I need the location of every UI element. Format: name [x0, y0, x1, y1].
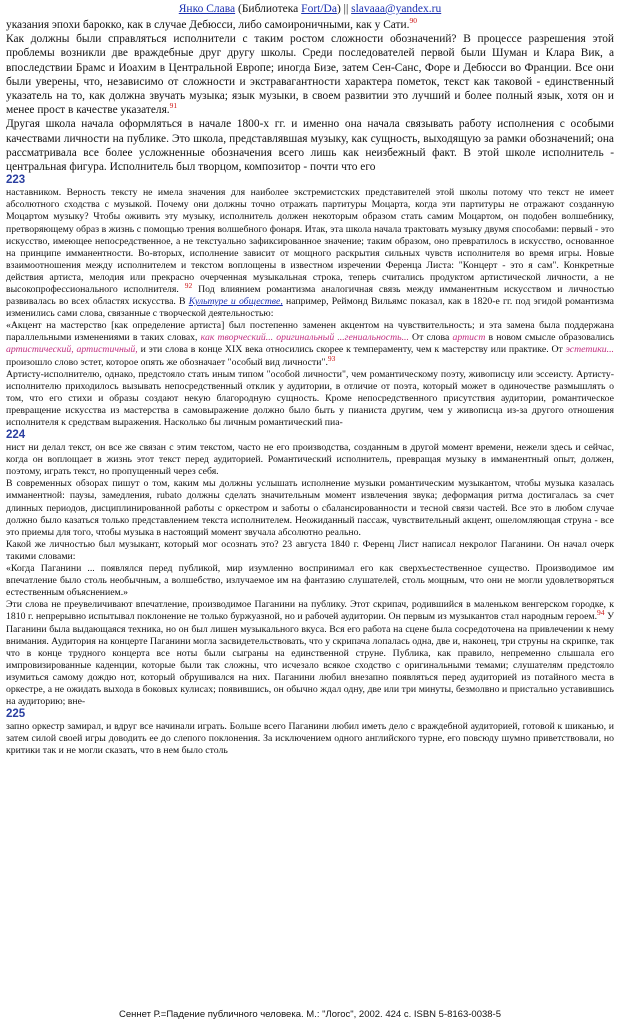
quote: «Когда Паганини ... появлялся перед публикой, мир изумленно воспринимал его как сверхъестественное существо. Производимое им впечатление было столь необычным, а волшебство, излучаемое им на фантазию слушателей, столь мощным, что они не могли удовлетворяться естественным объяснением.»	[6, 563, 614, 599]
page-number: 223	[6, 174, 26, 187]
paragraph: Другая школа начала оформляться в начале 1800-х гг. и именно она начала связывать работу исполнения с особыми качествами личности на публике. Это школа, представлявшая музыку, как сущность, выходящую за рамки обозначений; она рассматривала все более усложненные обозначения всего лишь как неизбежный факт. В этой школе исполнитель - центральная фигура. Исполнитель был творцом, композитор - почти что его	[6, 118, 614, 174]
paragraph: Эти слова не преувеличивают впечатление, производимое Паганини на публику. Этот скрипач, родившийся в маленьком венгерском городке, к 1810 г. непрерывно испытывал поклонение не только буржуазной, но и рабочей аудитории. Он первым из музыкантов стал народным героем.$^{94}$ У Паганини была выдающаяся техника, но он был лишен музыкального вкуса. Вся его работа на сцене была сосредоточена на привлечении к нему внимания. Аудитория на концерте Паганини могла засвидетельствовать, что у скрипача лопалась одна, две и, наконец, три струны на скрипке, так что в конце трудного концерта все ноты были сыграны на единственной струне. Публика, как правило, непременно слышала его импровизированные каденции, которые были так сложны, что исчезало всякое сходство с оригинальными темами; слушателям предстояло изумиться самому дождю нот, который обрушивался на них. Паганини любил внезапно появляться перед аудиторией из потайного места в оркестре, а не ожидать выхода в боковых кулисах; появившись, он обычно ждал одну, две или три минуты, безмолвно и пристально уставившись на аудиторию; вне-	[6, 599, 614, 708]
page-content	[6, 18, 614, 757]
paragraph: В современных обзорах пишут о том, каким мы должны услышать исполнение музыки романтическим музыкантом, чтобы музыка казалась имманентной: паузы, замедления, rubato должны сделать значительным момент извлечения звука; деформация ритма достигалась за счет длинных периодов, дисциплинированной работы с оркестром и заботы о сбалансированности и тесной связи частей. Все это в любом случае должно было казаться только представлением текста исполнителем. Неожиданный пассаж, чувствительный акцент, ошеломляющая струна - все это приемы для того, чтобы музыка в настоящий момент звучала абсолютно реально.	[6, 478, 614, 538]
header-text-1: (Библиотека	[235, 3, 302, 15]
page-number: 225	[6, 708, 26, 721]
paragraph: Артисту-исполнителю, однако, предстояло стать иным типом "особой личности", чем романтическому поэту, живописцу или эссеисту. Артисту-исполнителю приходилось вызывать непосредственный отклик у аудитории, в отличие от поэта, который может в одиночестве размышлять о том, что его стихи и образы создают некую благородную сущность. Кроме непосредственного присутствия аудитории, романтическое превращение искусства из мастерства в самовыражение должно было быть у пианиста другим, чем у живописца из-за другого отношения исполнителя к средствам выражения. Насколько бы личным романтический пиа-	[6, 368, 614, 429]
page-number: 224	[6, 429, 26, 442]
paragraph: Какой же личностью был музыкант, который мог осознать это? 23 августа 1840 г. Ференц Лист написал некролог Паганини. Он начал очерк такими словами:	[6, 538, 614, 562]
paragraph: наставником. Верность тексту не имела значения для наиболее экстремистских представителей этой школы потому что текст не имеет абсолютного сходства с музыкой. Почему они должны точно отражать партитуры Моцарта, когда эти партитуры не отражают созданную Моцартом музыку? Чтобы оживить эту музыку, исполнитель должен некоторым образом стать самим Моцартом, он подобен волшебнику, претворяющему образ в жизнь с помощью трения волшебного фонаря. Итак, эта школа начала трактовать музыку двумя способами: первый - это искусство, имеющее непосредственное, а не текстуально зафиксированное значение; таким образом, оно превратилось в искусство, основанное на принципе имманентности. Во-вторых, исполнение зависит от мощного раскрытия сильных чувств исполнителя во время игры. Новые взаимоотношения между исполнителем и текстом воплощены в известном изречении Ференца Листа: "Концерт - это я сам". Конкретные действия артиста, мелодия или прекрасно очерченная музыкальная строка, теперь считались продуктом артистической личности, а не высокопрофессионального исполнителя. $^{92}$ Под влиянием романтизма аналогичная связь между имманентным искусством и личностью развивалась во всех областях искусства. В Культуре и обществе, например, Реймонд Вильямс показал, как в 1820-е гг. под эгидой романтизма изменились сами слова, связанные с творческой деятельностью:	[6, 187, 615, 320]
footnote-ref[interactable]: 90	[409, 16, 417, 26]
page-footer: Сеннет Р.=Падение публичного человека. М.: "Логос", 2002. 424 с. ISBN 5-8163-0038-5	[119, 1009, 501, 1020]
culture-link[interactable]: Культуре и обществе,	[188, 296, 283, 308]
author-link[interactable]: Янко Слава	[178, 3, 236, 15]
library-link[interactable]: Fort/Da	[301, 3, 337, 15]
paragraph: запно оркестр замирал, и вдруг все начинали играть. Больше всего Паганини любил иметь дело с враждебной аудиторией, готовой к шиканью, и затем силой своей игры доводить ее до слепого поклонения. За исключением одного английского турне, его повсюду шумно приветствовали, но критики так и не могли сказать, что в нем было столь	[6, 721, 614, 757]
footnote-ref[interactable]: 92	[184, 280, 193, 290]
page-header	[0, 2, 620, 16]
footnote-ref[interactable]: 93	[327, 353, 336, 363]
quote: «Акцент на мастерство [как определение артиста] был постепенно заменен акцентом на чувствительность; и эта замена была поддержана параллельными изменениями в таких словах, как творческий... оригинальный ...гениальность... От слова артист в новом смысле образовались артистический, артистичный, и эти слова в конце XIX века относились скорее к темпераменту, чем к мастерству или практике. От эстетики... произошло слово эстет, которое опять же обозначает "особый вид личности".$^{93}$	[6, 320, 615, 368]
footnote-ref[interactable]: 94	[597, 608, 605, 618]
paragraph: Как должны были справляться исполнители с таким ростом сложности обозначений? В процессе разрешения этой проблемы возникли две враждебные друг другу школы. Среди последователей первой были Шуман и Клара Вик, а впоследствии Брамс и Иоахим в Центральной Европе; иногда Бизе, затем Сен-Санс, Форе и Дебюсси во Франции. Все они были уверены, что, независимо от сложности и экстравагантности характера пометок, текст как таковой - единственный указатель на то, как должна звучать музыка; язык музыки, в своем развитии это лучший и более полный язык, хотя он и менее прост в качестве указателя.$^{91}$	[6, 33, 614, 117]
paragraph: указания эпохи барокко, как в случае Дебюсси, либо самоироничными, как у Сати.$^{90}$	[6, 16, 417, 31]
footnote-ref[interactable]: 91	[169, 101, 178, 111]
header-text-2: ) ||	[336, 3, 352, 15]
paragraph: нист ни делал текст, он все же связан с этим текстом, часто не его производства, созданным в другой момент времени, нежели здесь и сейчас, когда он воплощает в жизнь этот текст перед аудиторией. Романтический исполнитель, превращая музыку в имманентный опыт, должен, поэтому, играть текст, но пропущенный через себя.	[6, 442, 614, 478]
email-link[interactable]: slavaaa@yandex.ru	[351, 3, 442, 15]
